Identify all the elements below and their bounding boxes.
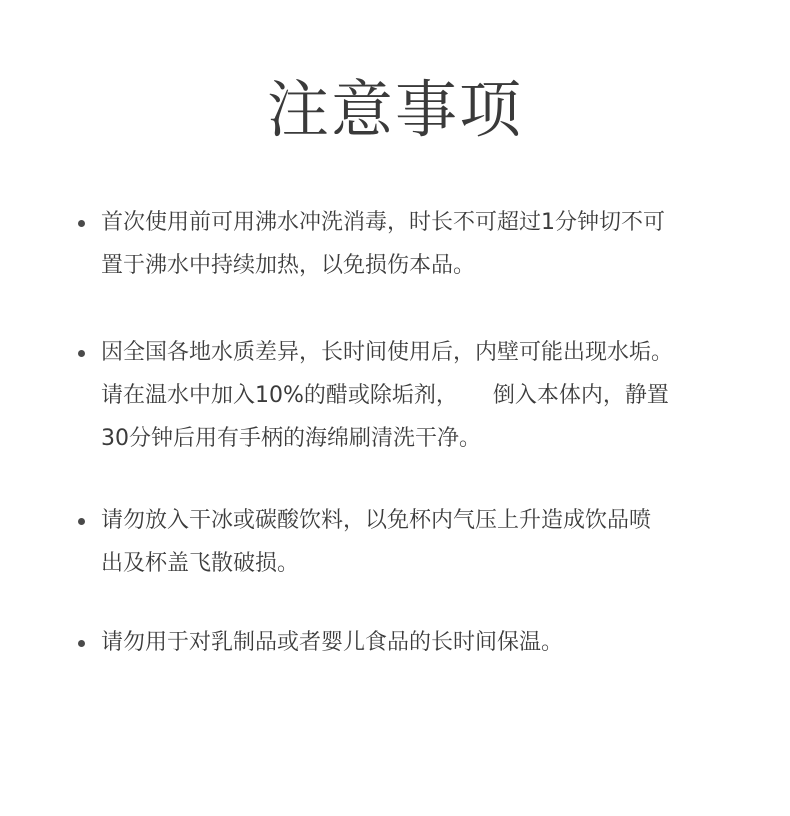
notice-line: 请勿放入干冰或碳酸饮料，以免杯内气压上升造成饮品喷 — [101, 508, 652, 533]
notice-line: 请在温水中加入10%的醋或除垢剂， 倒入本体内，静置 — [101, 383, 669, 408]
notice-line: 30分钟后用有手柄的海绵刷清洗干净。 — [101, 426, 481, 451]
notice-line: 请勿用于对乳制品或者婴儿食品的长时间保温。 — [101, 630, 564, 655]
notice-line: 置于沸水中持续加热，以免损伤本品。 — [101, 253, 476, 278]
bullet-icon — [78, 518, 85, 525]
notice-line: 首次使用前可用沸水冲洗消毒，时长不可超过1分钟切不可 — [101, 210, 665, 235]
bullet-icon — [78, 220, 85, 227]
bullet-icon — [78, 640, 85, 647]
bullet-icon — [78, 350, 85, 357]
page-title: 注意事项 — [266, 73, 523, 146]
notice-line: 出及杯盖飞散破损。 — [101, 551, 300, 576]
notice-line: 因全国各地水质差异，长时间使用后，内壁可能出现水垢。 — [101, 340, 674, 365]
